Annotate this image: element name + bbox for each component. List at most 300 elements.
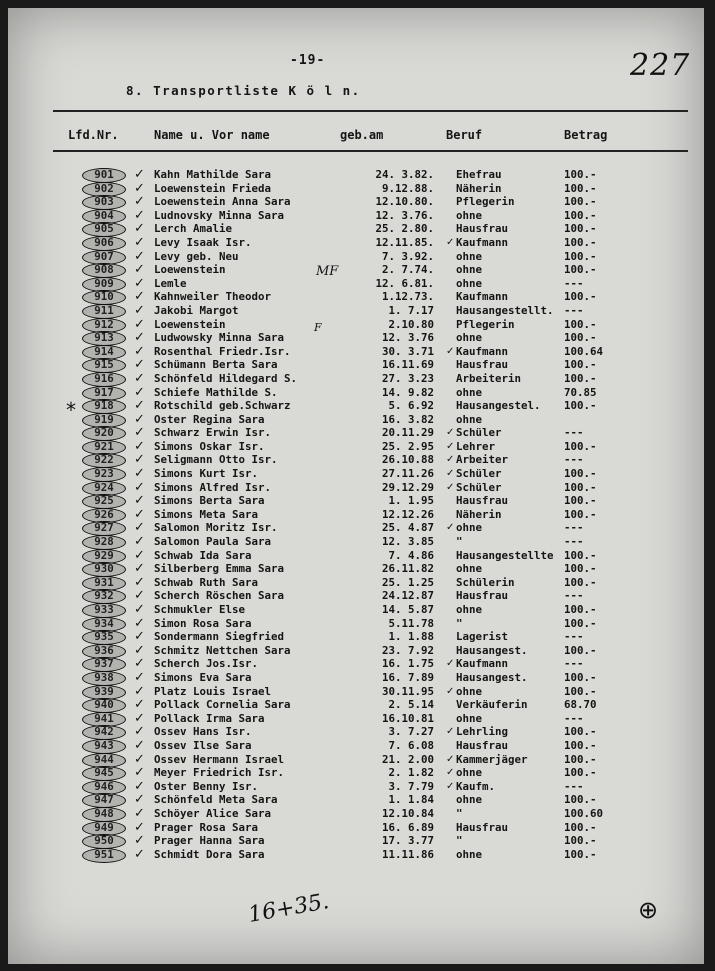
row-number: 901 [94,168,114,181]
checkmark-icon: ✓ [134,479,145,495]
amount: 100.- [564,548,597,562]
table-row [8,386,704,400]
table-row [8,535,704,549]
checkmark-icon: ✓ [134,425,145,441]
person-name: Loewenstein Anna Sara [154,195,291,209]
birth-date: 1. 1.95 [388,494,434,508]
table-row [8,780,704,794]
birth-date: 24.12.87 [381,589,434,603]
amount: --- [564,276,584,290]
birth-date: 2. 5.14 [388,698,434,712]
checkmark-icon: ✓ [134,669,145,685]
birth-date: 2. 7.74. [381,263,434,277]
person-name: Loewenstein [154,263,226,277]
amount: 100.- [564,603,597,616]
row-number: 944 [94,752,114,766]
checkmark-icon: ✓ [134,411,145,427]
occupation: ohne [456,521,483,535]
birth-date: 12.11.85. [375,235,434,249]
table-row [8,712,704,726]
table-row [8,372,704,386]
person-name: Schwab Ida Sara [154,548,252,562]
row-number: 910 [94,290,114,304]
person-name: Oster Regina Sara [154,412,265,426]
occupation: ohne [456,562,483,576]
occupation: ohne [456,412,483,426]
person-name: Kahnweiler Theodor [154,290,272,304]
birth-date: 7. 3.92. [381,249,434,263]
birth-date: 5. 6.92 [388,399,434,413]
birth-date: 14. 5.87 [381,603,434,616]
document-page [8,8,704,964]
row-number: 921 [94,439,114,453]
person-name: Loewenstein Frieda [154,181,272,195]
table-row [8,426,704,440]
person-name: Pollack Irma Sara [154,711,265,725]
checkmark-icon: ✓ [134,520,145,536]
occupation: Hausangestellt. [456,303,554,317]
tick-mark-icon: ✓ [446,658,455,670]
row-number: 934 [94,616,114,630]
table-row [8,250,704,264]
birth-date: 16.10.81 [381,711,434,725]
row-number: 937 [94,657,114,671]
amount: 100.- [564,399,597,413]
occupation: Schülerin [456,575,515,589]
row-number: 917 [94,385,114,399]
birth-date: 30.11.95 [381,684,434,698]
table-row [8,603,704,617]
handwritten-bottom-note: 16+35. [246,889,331,928]
birth-date: 12.12.26 [381,507,434,521]
amount: --- [564,453,584,467]
header-rule-bottom [53,150,688,152]
table-row [8,644,704,658]
checkmark-icon: ✓ [134,737,145,753]
amount: 100.- [564,820,597,834]
checkmark-icon: ✓ [134,316,145,332]
person-name: Oster Benny Isr. [154,779,259,793]
amount: 100.60 [564,806,604,820]
person-name: Simons Alfred Isr. [154,480,272,494]
occupation: ohne [456,847,483,861]
person-name: Simons Eva Sara [154,670,252,684]
row-number: 929 [94,548,114,562]
amount: 100.- [564,168,597,181]
tick-mark-icon: ✓ [446,481,455,493]
amount: 100.- [564,467,597,481]
row-number: 918 [94,399,114,413]
amount: 100.- [564,643,597,657]
amount: 100.- [564,331,597,345]
checkmark-icon: ✓ [134,751,145,767]
occupation: ohne [456,684,483,698]
birth-date: 5.11.78 [388,616,434,630]
checkmark-icon: ✓ [134,602,145,617]
person-name: Schwarz Erwin Isr. [154,426,272,440]
occupation: Schüler [456,467,502,481]
row-number: 939 [94,684,114,698]
occupation: ohne [456,385,483,399]
header-name: Name u. Vor name [154,128,270,142]
birth-date: 16. 3.82 [381,412,434,426]
birth-date: 17. 3.77 [381,834,434,848]
occupation: Kaufmann [456,235,509,249]
occupation: Schüler [456,426,502,440]
occupation: Kaufmann [456,290,509,304]
amount: 100.- [564,752,597,766]
table-row [8,630,704,644]
amount: 100.- [564,738,597,752]
row-number: 950 [94,834,114,848]
birth-date: 14. 9.82 [381,385,434,399]
birth-date: 30. 3.71 [381,344,434,358]
person-name: Schmitz Nettchen Sara [154,643,291,657]
checkmark-icon: ✓ [134,561,145,577]
row-number: 947 [94,793,114,807]
amount: 100.- [564,834,597,848]
occupation: Hausfrau [456,222,509,236]
checkmark-icon: ✓ [134,642,145,658]
table-row [8,277,704,291]
table-row [8,766,704,780]
checkmark-icon: ✓ [134,506,145,522]
birth-date: 29.12.29 [381,480,434,494]
header-geb: geb.am [340,128,384,142]
row-number: 912 [94,317,114,331]
birth-date: 26.10.88 [381,453,434,467]
checkmark-icon: ✓ [134,438,145,454]
occupation: Pflegerin [456,195,515,209]
checkmark-icon: ✓ [134,370,145,386]
checkmark-icon: ✓ [134,846,145,862]
person-name: Salomon Moritz Isr. [154,521,278,535]
birth-date: 20.11.29 [381,426,434,440]
row-number: 933 [94,603,114,616]
birth-date: 12.10.80. [375,195,434,209]
row-number: 919 [94,412,114,426]
amount: --- [564,426,584,440]
occupation: Lehrling [456,725,509,739]
table-row [8,753,704,767]
person-name: Prager Rosa Sara [154,820,259,834]
row-number: 943 [94,738,114,752]
amount: 100.- [564,290,597,304]
header-beruf: Beruf [446,128,483,142]
person-name: Rosenthal Friedr.Isr. [154,344,291,358]
birth-date: 3. 7.79 [388,779,434,793]
amount: 100.- [564,317,597,331]
checkmark-icon: ✓ [134,275,145,291]
amount: 100.- [564,249,597,263]
row-number: 945 [94,766,114,780]
table-row [8,413,704,427]
amount: --- [564,657,584,671]
birth-date: 1. 1.88 [388,630,434,644]
amount: --- [564,779,584,793]
asterisk-mark: * [66,398,76,422]
table-row [8,195,704,209]
checkmark-icon: ✓ [134,493,145,509]
row-number: 932 [94,589,114,603]
checkmark-icon: ✓ [134,167,145,182]
checkmark-icon: ✓ [134,547,145,563]
occupation: Näherin [456,507,502,521]
amount: 100.- [564,181,597,195]
occupation: ohne [456,263,483,277]
table-row [8,290,704,304]
birth-date: 1. 7.17 [388,303,434,317]
person-name: Scherch Jos.Isr. [154,657,259,671]
row-number: 926 [94,507,114,521]
table-row [8,657,704,671]
row-number: 942 [94,725,114,739]
table-row [8,589,704,603]
row-number: 922 [94,453,114,467]
occupation: Verkäuferin [456,698,528,712]
tick-mark-icon: ✓ [446,767,455,779]
occupation: Hausangest. [456,643,528,657]
birth-date: 21. 2.00 [381,752,434,766]
birth-date: 25. 4.87 [381,521,434,535]
occupation: ohne [456,276,483,290]
table-row [8,576,704,590]
birth-date: 27. 3.23 [381,371,434,385]
amount: 100.- [564,725,597,739]
amount: 100.- [564,371,597,385]
handwritten-corner-mark: ⊕ [638,896,659,924]
table-row [8,453,704,467]
archive-number: 227 [630,48,691,83]
row-number: 928 [94,535,114,549]
checkmark-icon: ✓ [134,466,145,482]
person-name: Kahn Mathilde Sara [154,168,272,181]
amount: --- [564,521,584,535]
checkmark-icon: ✓ [134,302,145,318]
table-row [8,821,704,835]
person-name: Levy geb. Neu [154,249,239,263]
birth-date: 1.12.73. [381,290,434,304]
header-nr: Lfd.Nr. [68,128,119,142]
checkmark-icon: ✓ [134,765,145,781]
table-row [8,263,704,277]
occupation: ohne [456,793,483,807]
row-number: 904 [94,208,114,222]
row-number: 930 [94,562,114,576]
amount: 68.70 [564,698,597,712]
amount: 100.- [564,222,597,236]
amount: 100.- [564,439,597,453]
person-name: Scherch Röschen Sara [154,589,285,603]
checkmark-icon: ✓ [134,588,145,604]
amount: 100.- [564,358,597,372]
amount: 100.- [564,263,597,277]
occupation: Näherin [456,181,502,195]
table-row [8,562,704,576]
row-number: 925 [94,494,114,508]
row-number: 951 [94,847,114,861]
table-row [8,168,704,182]
amount: 100.- [564,480,597,494]
occupation: Ehefrau [456,168,502,181]
birth-date: 12.10.84 [381,806,434,820]
birth-date: 27.11.26 [381,467,434,481]
person-name: Ludwowsky Minna Sara [154,331,285,345]
person-name: Platz Louis Israel [154,684,272,698]
row-number: 927 [94,521,114,535]
occupation: ohne [456,208,483,222]
amount: 100.- [564,766,597,780]
table-row [8,698,704,712]
birth-date: 11.11.86 [381,847,434,861]
table-row [8,793,704,807]
row-number: 908 [94,263,114,277]
amount: --- [564,589,584,603]
person-name: Pollack Cornelia Sara [154,698,291,712]
tick-mark-icon: ✓ [446,427,455,439]
person-name: Schümann Berta Sara [154,358,278,372]
birth-date: 3. 7.27 [388,725,434,739]
tick-mark-icon: ✓ [446,468,455,480]
amount: 100.- [564,847,597,861]
tick-mark-icon: ✓ [446,345,455,357]
amount: 100.- [564,616,597,630]
checkmark-icon: ✓ [134,289,145,305]
birth-date: 25. 2.95 [381,439,434,453]
checkmark-icon: ✓ [134,615,145,631]
table-row [8,685,704,699]
checkmark-icon: ✓ [134,452,145,468]
row-number: 948 [94,806,114,820]
row-number: 923 [94,467,114,481]
person-name: Schwab Ruth Sara [154,575,259,589]
tick-mark-icon: ✓ [446,522,455,534]
checkmark-icon: ✓ [134,805,145,821]
amount: 100.- [564,793,597,807]
checkmark-icon: ✓ [134,833,145,849]
person-name: Levy Isaak Isr. [154,235,252,249]
person-name: Sondermann Siegfried [154,630,285,644]
amount: 100.- [564,235,597,249]
occupation: Kaufmann [456,344,509,358]
table-row [8,331,704,345]
checkmark-icon: ✓ [134,234,145,250]
person-name: Silberberg Emma Sara [154,562,285,576]
occupation: Lagerist [456,630,509,644]
occupation: ohne [456,603,483,616]
row-number: 940 [94,698,114,712]
checkmark-icon: ✓ [134,357,145,373]
birth-date: 12. 6.81. [375,276,434,290]
tick-mark-icon: ✓ [446,454,455,466]
birth-date: 16. 7.89 [381,670,434,684]
row-number: 915 [94,358,114,372]
row-number: 906 [94,235,114,249]
checkmark-icon: ✓ [134,656,145,672]
amount: 100.- [564,684,597,698]
handwritten-margin-mark-2: F [314,321,322,334]
birth-date: 12. 3.85 [381,535,434,549]
table-row [8,725,704,739]
occupation: Lehrer [456,439,496,453]
row-number: 931 [94,575,114,589]
amount: 100.- [564,195,597,209]
row-number: 938 [94,670,114,684]
row-number: 920 [94,426,114,440]
person-name: Lemle [154,276,187,290]
amount: 100.64 [564,344,604,358]
occupation: Pflegerin [456,317,515,331]
occupation: Kaufm. [456,779,496,793]
checkmark-icon: ✓ [134,574,145,590]
person-name: Schmukler Else [154,603,246,616]
occupation: ohne [456,331,483,345]
amount: 100.- [564,208,597,222]
checkmark-icon: ✓ [134,384,145,400]
person-name: Schönfeld Meta Sara [154,793,278,807]
checkmark-icon: ✓ [134,710,145,726]
person-name: Meyer Friedrich Isr. [154,766,285,780]
amount: 70.85 [564,385,597,399]
checkmark-icon: ✓ [134,819,145,835]
person-name: Seligmann Otto Isr. [154,453,278,467]
table-row [8,848,704,862]
birth-date: 16. 1.75 [381,657,434,671]
person-name: Ossev Ilse Sara [154,738,252,752]
birth-date: 1. 1.84 [388,793,434,807]
amount: --- [564,711,584,725]
row-number: 946 [94,779,114,793]
checkmark-icon: ✓ [134,180,145,196]
tick-mark-icon: ✓ [446,685,455,697]
table-row [8,358,704,372]
row-number: 905 [94,222,114,236]
checkmark-icon: ✓ [134,683,145,699]
occupation: Hausfrau [456,358,509,372]
table-row [8,222,704,236]
checkmark-icon: ✓ [134,262,145,278]
checkmark-icon: ✓ [134,194,145,210]
person-name: Salomon Paula Sara [154,535,272,549]
occupation: Hausfrau [456,494,509,508]
table-row [8,481,704,495]
row-number: 914 [94,344,114,358]
occupation: Kaufmann [456,657,509,671]
transport-list-table [8,168,704,861]
tick-mark-icon: ✓ [446,780,455,792]
row-number: 909 [94,276,114,290]
tick-mark-icon: ✓ [446,726,455,738]
tick-mark-icon: ✓ [446,236,455,248]
occupation: Schüler [456,480,502,494]
birth-date: 7. 4.86 [388,548,434,562]
row-number: 911 [94,303,114,317]
handwritten-margin-mark: MF [316,264,339,279]
birth-date: 16.11.69 [381,358,434,372]
table-row [8,182,704,196]
person-name: Simons Meta Sara [154,507,259,521]
row-number: 913 [94,331,114,345]
occupation: Hausfrau [456,589,509,603]
person-name: Schmidt Dora Sara [154,847,265,861]
checkmark-icon: ✓ [134,343,145,359]
person-name: Ossev Hermann Israel [154,752,285,766]
checkmark-icon: ✓ [134,248,145,264]
tick-mark-icon: ✓ [446,753,455,765]
table-row [8,345,704,359]
row-number: 936 [94,643,114,657]
row-number: 902 [94,181,114,195]
